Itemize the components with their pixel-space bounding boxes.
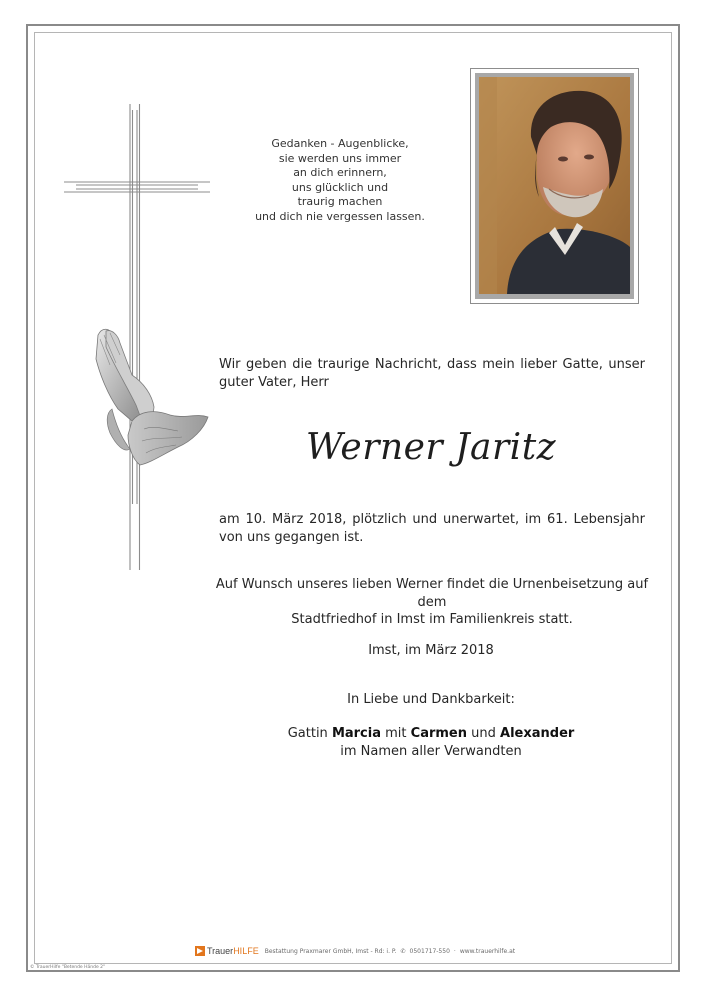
brand-logo-accent: HILFE: [233, 946, 259, 956]
company-info: Bestattung Praxmarer GmbH, Imst - Rd: i. P.: [264, 947, 397, 955]
child-name: Alexander: [500, 726, 575, 741]
portrait-frame: [470, 68, 639, 304]
portrait-photo: [479, 77, 630, 294]
family-with: mit: [385, 726, 407, 741]
poem-line: sie werden uns immer: [278, 151, 402, 165]
poem-line: traurig machen: [297, 195, 383, 208]
family-line: [250, 725, 612, 743]
footer: [195, 944, 525, 958]
phone-icon: ✆: [400, 947, 406, 955]
trauerhilfe-logo-icon: [195, 946, 205, 956]
spouse-name: Marcia: [331, 726, 381, 741]
phone-number: 0501717-550: [409, 947, 450, 955]
announcement-text: Wir geben die traurige Nachricht, dass mein lieber Gatte, unser guter Vater, Herr: [219, 357, 645, 390]
place-date: Imst, im März 2018: [368, 643, 494, 658]
poem-line: Gedanken - Augenblicke,: [271, 137, 409, 150]
urn-notice: [210, 576, 654, 629]
relatives-line: im Namen aller Verwandten: [340, 743, 522, 759]
family-signature: [250, 725, 612, 760]
urn-notice-line: Stadtfriedhof in Imst im Familienkreis statt.: [291, 612, 573, 627]
closing-text: In Liebe und Dankbarkeit:: [347, 692, 515, 707]
poem-line: uns glücklich und: [291, 180, 389, 194]
poem: [240, 137, 440, 224]
brand-logo-part: Trauer: [207, 946, 234, 956]
death-notice-text: am 10. März 2018, plötzlich und unerwartet, im 61. Lebensjahr von uns gegangen ist.: [219, 512, 645, 545]
website-link[interactable]: www.trauerhilfe.at: [459, 947, 516, 955]
child-name: Carmen: [410, 726, 467, 741]
family-prefix: Gattin: [287, 726, 328, 741]
poem-line: an dich erinnern,: [293, 166, 387, 179]
praying-hands-icon: [92, 325, 212, 470]
urn-notice-line: Auf Wunsch unseres lieben Werner findet die Urnenbeisetzung auf dem: [215, 577, 649, 610]
deceased-name: Werner Jaritz: [305, 427, 557, 468]
brand-logo: [207, 946, 259, 956]
separator: ·: [453, 947, 456, 955]
image-credit: © TrauerHilfe "Betende Hände 2": [30, 965, 106, 970]
poem-line: und dich nie vergessen lassen.: [255, 209, 425, 223]
family-and: und: [471, 726, 496, 741]
